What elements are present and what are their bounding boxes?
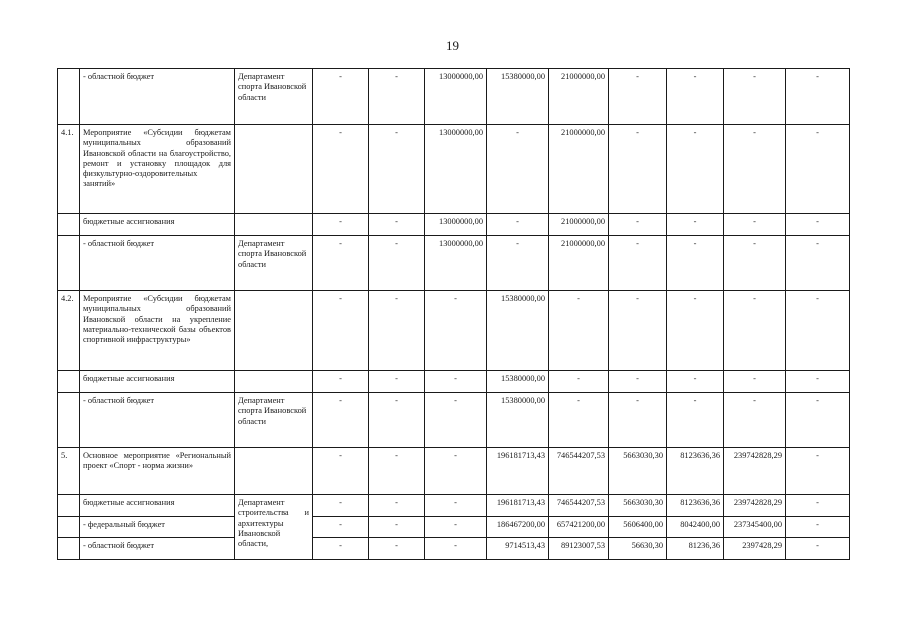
table-row bbox=[58, 448, 850, 495]
value-cell: - bbox=[667, 371, 724, 393]
value-cell: - bbox=[425, 291, 487, 371]
value-cell: - bbox=[724, 371, 786, 393]
row-name: бюджетные ассигнования bbox=[80, 371, 235, 393]
row-name: - областной бюджет bbox=[80, 393, 235, 448]
value-cell: - bbox=[369, 495, 425, 517]
value-cell: - bbox=[549, 393, 609, 448]
value-cell: - bbox=[786, 517, 850, 538]
value-cell: 21000000,00 bbox=[549, 214, 609, 236]
value-cell: 186467200,00 bbox=[487, 517, 549, 538]
value-cell: - bbox=[313, 214, 369, 236]
value-cell: - bbox=[609, 236, 667, 291]
value-cell: - bbox=[609, 393, 667, 448]
value-cell: 239742828,29 bbox=[724, 448, 786, 495]
value-cell: 8123636,36 bbox=[667, 495, 724, 517]
value-cell: 21000000,00 bbox=[549, 69, 609, 125]
row-name: - федеральный бюджет bbox=[80, 517, 235, 538]
value-cell: - bbox=[369, 538, 425, 560]
row-number bbox=[58, 69, 80, 125]
value-cell: - bbox=[369, 393, 425, 448]
value-cell: - bbox=[313, 448, 369, 495]
row-executor bbox=[235, 214, 313, 236]
value-cell: - bbox=[487, 125, 549, 214]
value-cell: - bbox=[667, 291, 724, 371]
row-executor: Департамент строительства и архитектуры Ивановской области, bbox=[235, 495, 313, 560]
value-cell: 13000000,00 bbox=[425, 214, 487, 236]
value-cell: 8042400,00 bbox=[667, 517, 724, 538]
row-name: Основное мероприятие «Региональный проект «Спорт - норма жизни» bbox=[80, 448, 235, 495]
value-cell: - bbox=[609, 214, 667, 236]
value-cell: 21000000,00 bbox=[549, 125, 609, 214]
value-cell: - bbox=[667, 236, 724, 291]
value-cell: 56630,30 bbox=[609, 538, 667, 560]
value-cell: - bbox=[609, 69, 667, 125]
row-executor: Департамент спорта Ивановской области bbox=[235, 393, 313, 448]
value-cell: - bbox=[724, 214, 786, 236]
value-cell: - bbox=[786, 291, 850, 371]
value-cell: - bbox=[786, 214, 850, 236]
value-cell: 196181713,43 bbox=[487, 448, 549, 495]
row-number bbox=[58, 214, 80, 236]
value-cell: - bbox=[786, 393, 850, 448]
value-cell: 2397428,29 bbox=[724, 538, 786, 560]
value-cell: - bbox=[786, 495, 850, 517]
row-name: бюджетные ассигнования bbox=[80, 495, 235, 517]
row-number bbox=[58, 538, 80, 560]
value-cell: - bbox=[786, 69, 850, 125]
value-cell: 9714513,43 bbox=[487, 538, 549, 560]
value-cell: 13000000,00 bbox=[425, 125, 487, 214]
value-cell: 5663030,30 bbox=[609, 495, 667, 517]
value-cell: - bbox=[369, 214, 425, 236]
table-row bbox=[58, 517, 850, 538]
row-number bbox=[58, 393, 80, 448]
table-row bbox=[58, 495, 850, 517]
table-row bbox=[58, 125, 850, 214]
value-cell: - bbox=[724, 393, 786, 448]
value-cell: - bbox=[425, 495, 487, 517]
row-number bbox=[58, 495, 80, 517]
row-executor bbox=[235, 125, 313, 214]
value-cell: - bbox=[369, 236, 425, 291]
value-cell: 15380000,00 bbox=[487, 69, 549, 125]
value-cell: - bbox=[369, 69, 425, 125]
table-row bbox=[58, 214, 850, 236]
value-cell: 8123636,36 bbox=[667, 448, 724, 495]
value-cell: - bbox=[313, 538, 369, 560]
table-row bbox=[58, 69, 850, 125]
value-cell: - bbox=[313, 291, 369, 371]
value-cell: - bbox=[425, 517, 487, 538]
value-cell: 5606400,00 bbox=[609, 517, 667, 538]
row-number: 4.1. bbox=[58, 125, 80, 214]
row-executor bbox=[235, 291, 313, 371]
value-cell: - bbox=[786, 371, 850, 393]
value-cell: - bbox=[609, 291, 667, 371]
row-name: - областной бюджет bbox=[80, 69, 235, 125]
value-cell: - bbox=[369, 371, 425, 393]
value-cell: - bbox=[786, 538, 850, 560]
value-cell: 5663030,30 bbox=[609, 448, 667, 495]
table-row bbox=[58, 538, 850, 560]
value-cell: 15380000,00 bbox=[487, 393, 549, 448]
value-cell: - bbox=[667, 393, 724, 448]
value-cell: - bbox=[313, 393, 369, 448]
row-executor: Департамент спорта Ивановской области bbox=[235, 69, 313, 125]
value-cell: - bbox=[313, 236, 369, 291]
value-cell: - bbox=[549, 371, 609, 393]
value-cell: - bbox=[425, 371, 487, 393]
row-number bbox=[58, 236, 80, 291]
value-cell: - bbox=[724, 125, 786, 214]
value-cell: 81236,36 bbox=[667, 538, 724, 560]
table-row bbox=[58, 371, 850, 393]
value-cell: 15380000,00 bbox=[487, 371, 549, 393]
value-cell: - bbox=[425, 393, 487, 448]
value-cell: 89123007,53 bbox=[549, 538, 609, 560]
table-body bbox=[58, 69, 850, 560]
value-cell: 21000000,00 bbox=[549, 236, 609, 291]
table-row bbox=[58, 291, 850, 371]
row-executor bbox=[235, 371, 313, 393]
row-name: Мероприятие «Субсидии бюджетам муниципальных образований Ивановской области на укрепление материально-технической базы объектов спортивной инфраструктуры» bbox=[80, 291, 235, 371]
value-cell: - bbox=[313, 495, 369, 517]
row-number bbox=[58, 371, 80, 393]
value-cell: - bbox=[724, 291, 786, 371]
value-cell: - bbox=[786, 236, 850, 291]
row-name: бюджетные ассигнования bbox=[80, 214, 235, 236]
value-cell: - bbox=[667, 69, 724, 125]
value-cell: - bbox=[487, 214, 549, 236]
value-cell: 13000000,00 bbox=[425, 236, 487, 291]
value-cell: 15380000,00 bbox=[487, 291, 549, 371]
value-cell: - bbox=[369, 517, 425, 538]
row-name: - областной бюджет bbox=[80, 236, 235, 291]
value-cell: 746544207,53 bbox=[549, 448, 609, 495]
value-cell: - bbox=[369, 291, 425, 371]
value-cell: - bbox=[369, 125, 425, 214]
table-row bbox=[58, 393, 850, 448]
row-number bbox=[58, 517, 80, 538]
value-cell: - bbox=[724, 236, 786, 291]
value-cell: - bbox=[549, 291, 609, 371]
row-name: - областной бюджет bbox=[80, 538, 235, 560]
row-name: Мероприятие «Субсидии бюджетам муниципальных образований Ивановской области на благоустройство, ремонт и установку площадок для физкультурно-оздоровительных занятий» bbox=[80, 125, 235, 214]
value-cell: - bbox=[667, 125, 724, 214]
value-cell: - bbox=[609, 125, 667, 214]
value-cell: 657421200,00 bbox=[549, 517, 609, 538]
value-cell: - bbox=[425, 538, 487, 560]
value-cell: - bbox=[369, 448, 425, 495]
value-cell: 239742828,29 bbox=[724, 495, 786, 517]
row-executor: Департамент спорта Ивановской области bbox=[235, 236, 313, 291]
value-cell: - bbox=[313, 517, 369, 538]
value-cell: - bbox=[487, 236, 549, 291]
value-cell: 237345400,00 bbox=[724, 517, 786, 538]
value-cell: - bbox=[724, 69, 786, 125]
row-number: 5. bbox=[58, 448, 80, 495]
value-cell: 13000000,00 bbox=[425, 69, 487, 125]
value-cell: - bbox=[786, 448, 850, 495]
value-cell: - bbox=[425, 448, 487, 495]
budget-table bbox=[57, 68, 850, 560]
row-number: 4.2. bbox=[58, 291, 80, 371]
value-cell: - bbox=[786, 125, 850, 214]
value-cell: - bbox=[609, 371, 667, 393]
value-cell: - bbox=[667, 214, 724, 236]
value-cell: - bbox=[313, 371, 369, 393]
value-cell: 196181713,43 bbox=[487, 495, 549, 517]
value-cell: 746544207,53 bbox=[549, 495, 609, 517]
value-cell: - bbox=[313, 125, 369, 214]
value-cell: - bbox=[313, 69, 369, 125]
row-executor bbox=[235, 448, 313, 495]
table-row bbox=[58, 236, 850, 291]
page-number: 19 bbox=[446, 38, 459, 53]
